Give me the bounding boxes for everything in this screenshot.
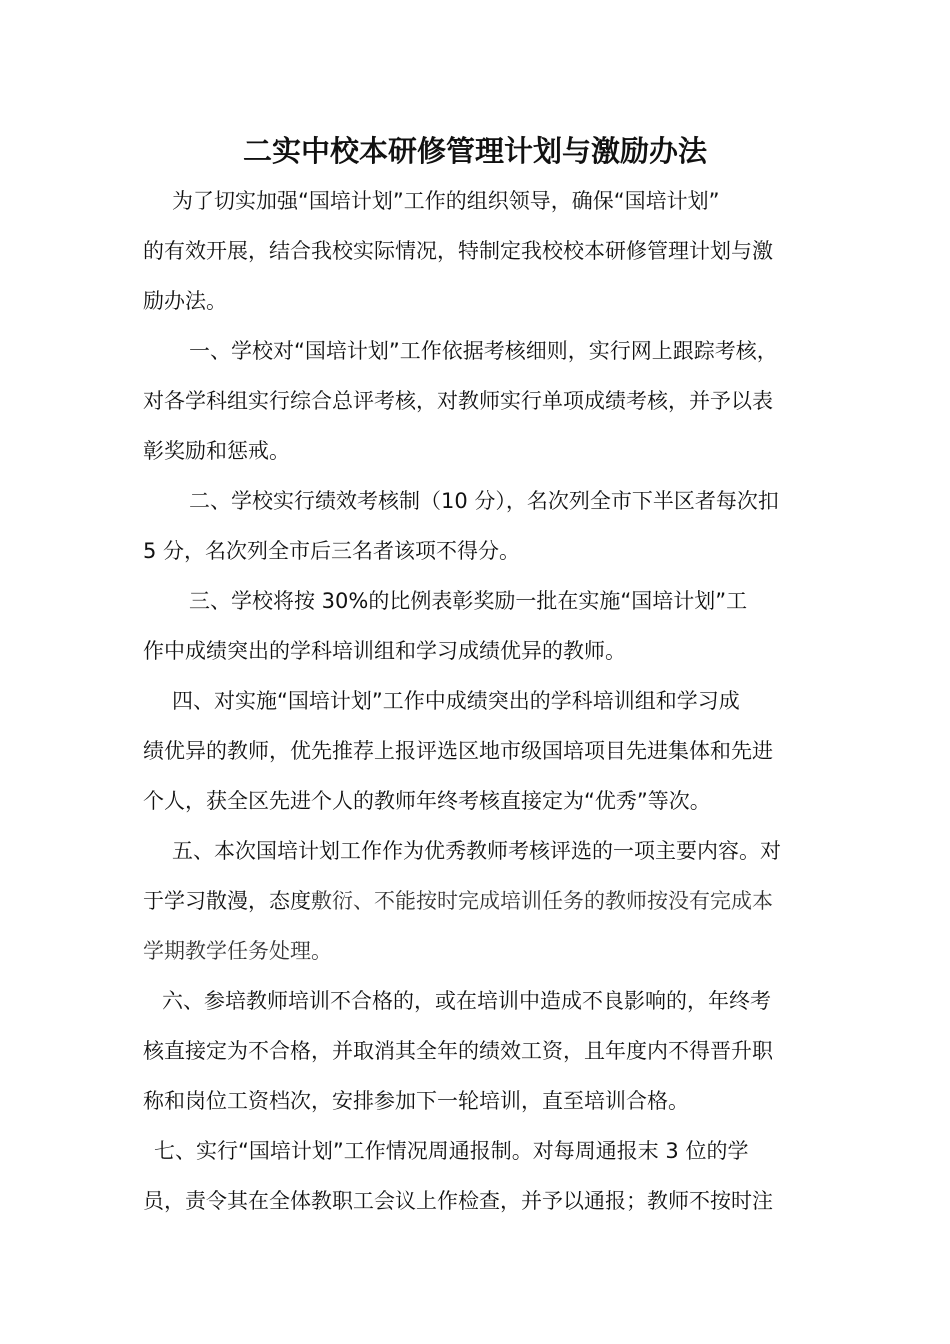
text-line: 五、本次国培计划工作作为优秀教师考核评选的一项主要内容。对	[172, 839, 781, 863]
text-segment-serif: 敷衍、不能按时完成培训任务的教师按没有完成本	[311, 889, 773, 913]
text-line	[143, 876, 823, 926]
text-line: 的有效开展，结合我校实际情况，特制定我校校本研修管理计划与激	[143, 239, 773, 263]
text-line: 作中成绩突出的学科培训组和学习成绩优异的教师。	[143, 639, 626, 663]
text-line: 七、实行“国培计划”工作情况周通报制。对每周通报末 3 位的学	[154, 1139, 749, 1163]
text-line: 彰奖励和惩戒。	[143, 439, 290, 463]
item-1-paragraph	[143, 326, 823, 476]
text-line: 三、学校将按 30%的比例表彰奖励一批在实施“国培计划”工	[189, 589, 748, 613]
item-2-paragraph	[143, 476, 823, 576]
text-line: 5 分，名次列全市后三名者该项不得分。	[143, 539, 521, 563]
item-7-paragraph	[143, 1126, 823, 1226]
text-line: 学期教学任务处理。	[143, 939, 332, 963]
text-segment: 于学习散漫，态度	[143, 889, 311, 913]
text-line: 为了切实加强“国培计划”工作的组织领导，确保“国培计划”	[172, 189, 720, 213]
text-line: 称和岗位工资档次，安排参加下一轮培训，直至培训合格。	[143, 1089, 689, 1113]
text-line: 核直接定为不合格，并取消其全年的绩效工资，且年度内不得晋升职	[143, 1039, 773, 1063]
item-3-paragraph	[143, 576, 823, 676]
text-line: 四、对实施“国培计划”工作中成绩突出的学科培训组和学习成	[172, 689, 740, 713]
text-line: 个人，获全区先进个人的教师年终考核直接定为“优秀”等次。	[143, 789, 711, 813]
item-4-paragraph	[143, 676, 823, 826]
text-line: 对各学科组实行综合总评考核，对教师实行单项成绩考核，并予以表	[143, 389, 773, 413]
text-line: 六、参培教师培训不合格的，或在培训中造成不良影响的，年终考	[162, 989, 771, 1013]
item-5-paragraph	[143, 826, 823, 976]
text-line: 一、学校对“国培计划”工作依据考核细则，实行网上跟踪考核，	[189, 339, 778, 363]
text-line: 绩优异的教师，优先推荐上报评选区地市级国培项目先进集体和先进	[143, 739, 773, 763]
text-line: 二、学校实行绩效考核制（10 分），名次列全市下半区者每次扣	[189, 489, 779, 513]
text-line: 员，责令其在全体教职工会议上作检查，并予以通报；教师不按时注	[143, 1189, 773, 1213]
item-6-paragraph	[143, 976, 823, 1126]
document-title: 二实中校本研修管理计划与激励办法	[242, 134, 707, 168]
text-line: 励办法。	[143, 289, 227, 313]
intro-paragraph	[143, 176, 823, 326]
